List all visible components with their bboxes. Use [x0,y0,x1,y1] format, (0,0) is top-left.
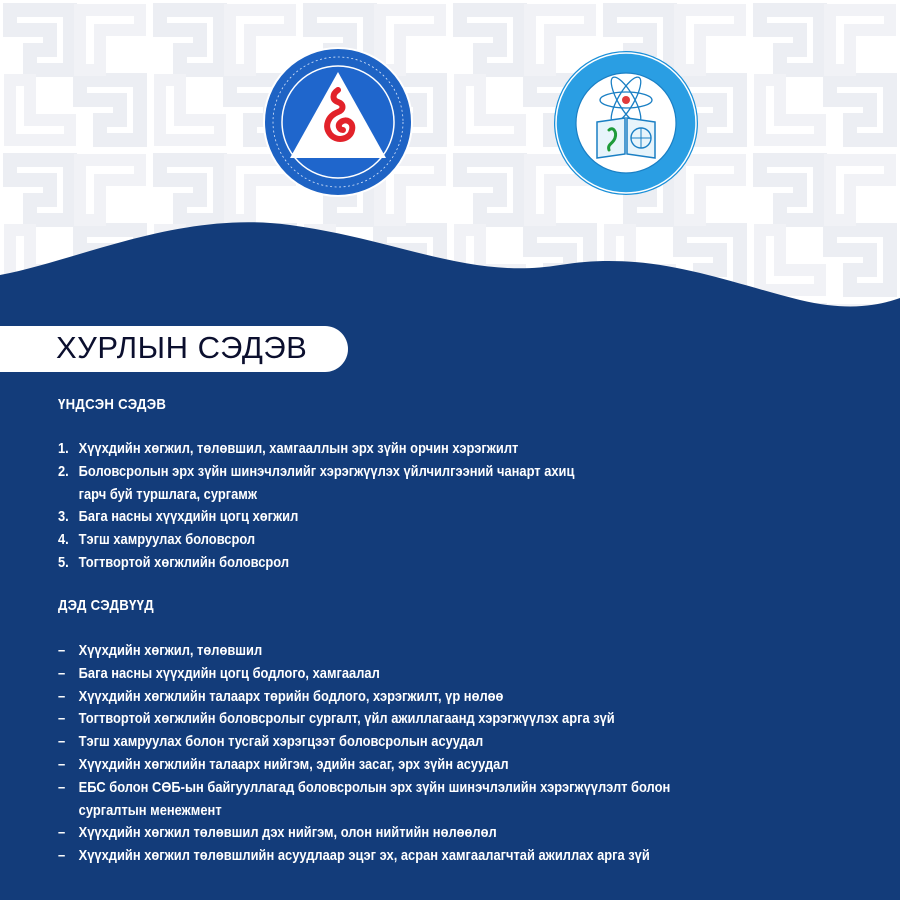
list-item-text: Тогтвортой хөгжлийн боловсрол [78,553,290,571]
list-marker: – [58,755,66,773]
list-item [58,663,729,686]
list-item [58,822,729,845]
institute-logo [262,46,414,198]
list-marker: – [58,824,66,842]
list-marker: 5. [58,553,69,571]
main-topic-heading: ҮНДСЭН СЭДЭВ [58,396,167,413]
list-marker: 2. [58,462,69,480]
list-item [58,529,729,552]
subtopics-list [58,640,838,868]
list-item-text: ЕБС болон СӨБ-ын байгууллагад боловсролын эрх зүйн шинэчлэлийн хэрэгжүүлэлт болон [78,778,671,796]
list-marker: – [58,664,66,682]
list-item [58,506,729,529]
education-department-logo [553,50,699,196]
list-item-text: Бага насны хүүхдийн цогц бодлого, хамгаалал [78,664,380,682]
list-item [58,754,729,777]
list-item [58,640,729,663]
list-item [58,731,729,754]
list-item [58,708,729,731]
list-marker: – [58,710,66,728]
list-marker: – [58,642,66,659]
list-marker: – [58,778,66,796]
list-marker: – [58,687,66,705]
list-item-text: Тогтвортой хөгжлийн боловсролыг сургалт, үйл ажиллагаанд хэрэгжүүлэх арга зүй [78,710,615,728]
page-title: ХУРЛЫН СЭДЭВ [56,330,308,365]
list-marker: 1. [58,440,69,457]
list-item [58,686,729,709]
list-item-text: Хүүхдийн хөгжлийн талаарх нийгэм, эдийн засаг, эрх зүйн асуудал [78,755,509,773]
list-item-text: Хүүхдийн хөгжлийн талаарх төрийн бодлого, хэрэгжилт, үр нөлөө [78,687,504,705]
list-item-text: Хүүхдийн хөгжил төлөвшил дэх нийгэм, олон нийтийн нөлөөлөл [78,824,497,842]
list-item [58,552,729,575]
list-item-text: Тэгш хамруулах болон тусгай хэрэгцээт боловсролын асуудал [78,733,484,751]
list-item-text: Тэгш хамруулах боловсрол [78,531,256,549]
list-item [58,845,729,868]
subtopics-heading: ДЭД СЭДВҮҮД [58,597,154,614]
list-item [58,438,729,461]
main-topic-list [58,438,838,575]
list-item-text: Хүүхдийн хөгжил, төлөвшил, хамгааллын эрх зүйн орчин хэрэгжилт [78,440,519,457]
list-item [58,777,729,823]
list-marker: 4. [58,531,69,549]
list-item-text: Хүүхдийн хөгжил төлөвшлийн асуудлаар эцэг эх, асран хамгаалагчтай ажиллах арга зүй [78,847,650,865]
list-marker: 3. [58,508,69,526]
list-marker: – [58,847,66,865]
list-item-text: Боловсролын эрх зүйн шинэчлэлийг хэрэгжүүлэх үйлчилгээний чанарт ахиц [78,462,575,480]
list-item-text: Бага насны хүүхдийн цогц хөгжил [78,508,299,526]
list-item-text: гарч буй туршлага, сургамж [78,485,257,503]
list-marker: – [58,733,66,751]
title-banner [0,326,348,372]
list-item-text: сургалтын менежмент [78,801,222,819]
list-item [58,461,729,507]
list-item-text: Хүүхдийн хөгжил, төлөвшил [78,642,263,659]
